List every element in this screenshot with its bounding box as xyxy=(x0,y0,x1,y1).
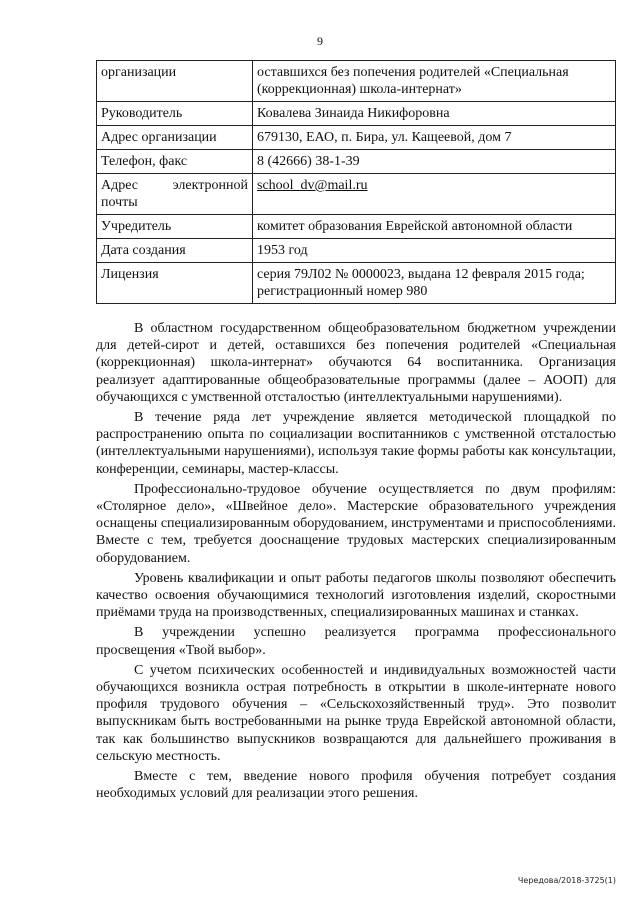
row-label: Лицензия xyxy=(97,263,253,304)
table-row xyxy=(97,150,616,174)
page-number: 9 xyxy=(317,34,323,48)
paragraph: Профессионально-трудовое обучение осуществляется по двум профилям: «Столярное дело», «Швейное дело». Мастерские образовательного учреждения оснащены специализированным оборудованием, инструментами и приспособлениями. Вместе с тем, требуется дооснащение трудовых мастерских специализированным оборудованием. xyxy=(96,481,616,566)
row-value: 1953 год xyxy=(253,239,616,263)
paragraph: Уровень квалификации и опыт работы педагогов школы позволяют обеспечить качество освоения обучающимися технологий изготовления изделий, скоростными приёмами труда на производственных, специализированных машинах и станках. xyxy=(96,570,616,621)
row-label: Телефон, факс xyxy=(97,150,253,174)
table-row xyxy=(97,174,616,215)
paragraph: С учетом психических особенностей и индивидуальных возможностей части обучающихся возникла острая потребность в открытии в школе-интернате нового профиля трудового обучения – «Сельскохозяйственный труд». Это позволит выпускникам быть востребованными на рынке труда Еврейской автономной области, так как большинство выпускников возвращаются для дальнейшего проживания в сельскую местность. xyxy=(96,662,616,764)
row-value: оставшихся без попечения родителей «Специальная (коррекционная) школа-интернат» xyxy=(253,61,616,102)
row-label: Руководитель xyxy=(97,102,253,126)
email-link[interactable]: school_dv@mail.ru xyxy=(257,178,368,193)
row-label: Адрес электронной почты xyxy=(97,174,253,215)
row-label: организации xyxy=(97,61,253,102)
paragraph: Вместе с тем, введение нового профиля обучения потребует создания необходимых условий для реализации этого решения. xyxy=(96,769,616,802)
row-value: 679130, ЕАО, п. Бира, ул. Кащеевой, дом 7 xyxy=(253,126,616,150)
document-code: Чередова/2018-3725(1) xyxy=(517,876,616,885)
row-label: Дата создания xyxy=(97,239,253,263)
paragraph: В течение ряда лет учреждение является методической площадкой по распространению опыта по социализации воспитанников с умственной отсталостью (интеллектуальными нарушениями), используя такие формы работы как консультации, конференции, семинары, мастер-классы. xyxy=(96,410,616,477)
row-value: 8 (42666) 38-1-39 xyxy=(253,150,616,174)
row-value: серия 79Л02 № 0000023, выдана 12 февраля 2015 года; регистрационный номер 980 xyxy=(253,263,616,304)
row-value: Ковалева Зинаида Никифоровна xyxy=(253,102,616,126)
table-row xyxy=(97,215,616,239)
table-row xyxy=(97,263,616,304)
table-row xyxy=(97,61,616,102)
table-row xyxy=(97,239,616,263)
row-value: комитет образования Еврейской автономной области xyxy=(253,215,616,239)
organization-info-table xyxy=(96,60,616,304)
row-label: Адрес организации xyxy=(97,126,253,150)
table-row xyxy=(97,102,616,126)
paragraph: В учреждении успешно реализуется программа профессионального просвещения «Твой выбор». xyxy=(96,625,616,658)
body-text xyxy=(96,320,616,805)
row-value xyxy=(253,174,616,215)
paragraph: В областном государственном общеобразовательном бюджетном учреждении для детей-сирот и детей, оставшихся без попечения родителей «Специальная (коррекционная) школа-интернат» обучаются 64 воспитанника. Организация реализует адаптированные общеобразовательные программы (далее – АООП) для обучающихся с умственной отсталостью (интеллектуальными нарушениями). xyxy=(96,321,616,405)
row-label: Учредитель xyxy=(97,215,253,239)
table-row xyxy=(97,126,616,150)
